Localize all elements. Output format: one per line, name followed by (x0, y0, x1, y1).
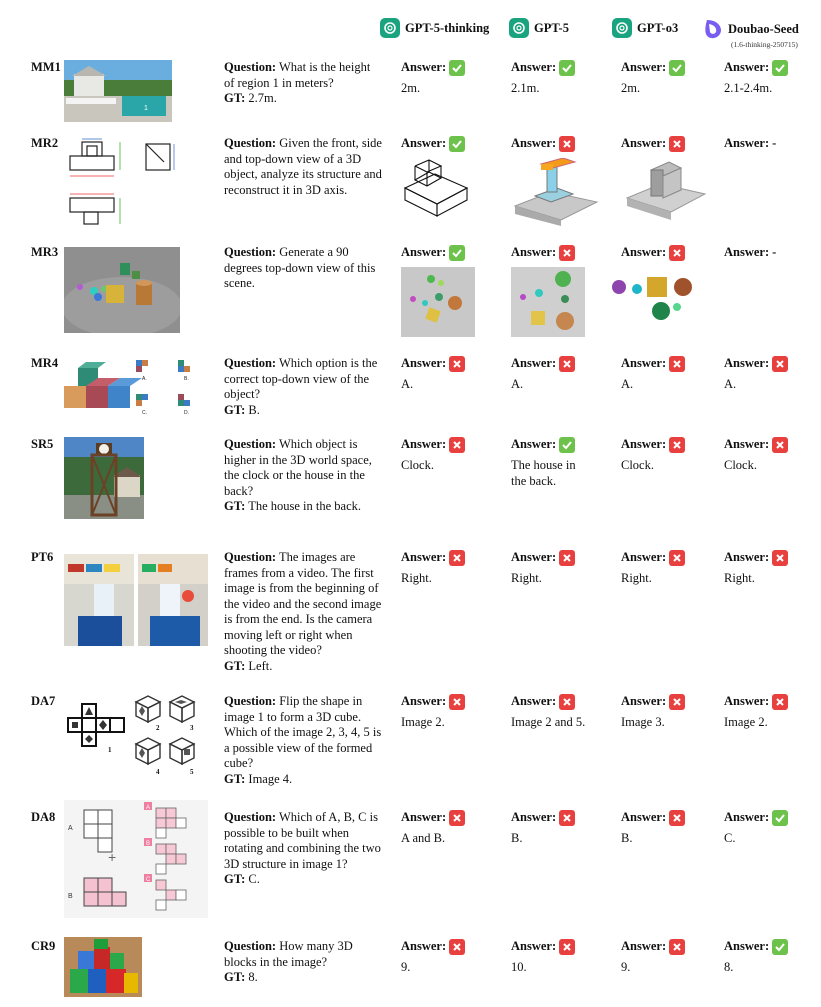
answer-gpt5-thinking: Answer: Image 2. (401, 694, 501, 731)
answer-doubao: Answer: Image 2. (724, 694, 821, 731)
cross-icon (559, 694, 575, 710)
row-id: MR4 (31, 356, 59, 370)
mr3-scene-render (64, 247, 180, 333)
answer-gpt-o3: Answer: Clock. (621, 437, 721, 474)
option-a-label: A. (142, 376, 147, 382)
cross-icon (669, 810, 685, 826)
check-icon (449, 60, 465, 76)
model-gpt5-thinking: GPT-5-thinking (380, 18, 489, 38)
pt6-video-frames (64, 554, 208, 646)
option-d-label: D. (184, 410, 189, 416)
answer-doubao: Answer: 2.1-2.4m. (724, 60, 821, 97)
question-text: Question: Given the front, side and top-down view of a 3D object, analyze its structure and reconstruct it in 3D axis. (224, 136, 382, 197)
cross-icon (772, 550, 788, 566)
row-id: CR9 (31, 939, 56, 953)
cross-icon (669, 550, 685, 566)
image-3-label: 3 (190, 724, 194, 732)
cross-icon (669, 694, 685, 710)
cross-icon (669, 939, 685, 955)
answer-gpt-o3: Answer: A. (621, 356, 721, 393)
question-text: Question: Which option is the correct top-down view of the object? GT: B. (224, 356, 378, 417)
cross-icon (772, 437, 788, 453)
answer-gpt5-thinking: Answer: Right. (401, 550, 501, 587)
answer-gpt-o3: Answer: Image 3. (621, 694, 721, 731)
question-text: Question: Which object is higher in the 3D world space, the clock or the house in the back? GT: The house in the back. (224, 437, 372, 513)
cross-icon (559, 245, 575, 261)
answer-gpt-o3: Answer: 9. (621, 939, 721, 976)
row-id: SR5 (31, 437, 54, 451)
da7-cube-net-figure (64, 694, 200, 778)
cross-icon (559, 810, 575, 826)
3d-plot-result (621, 158, 711, 226)
model-gpt5: GPT-5 (509, 18, 569, 38)
topdown-render-result (401, 267, 475, 337)
answer-doubao: Answer: A. (724, 356, 821, 393)
structure-a-label: A (68, 825, 73, 832)
structure-b-label: B (68, 893, 73, 900)
answer-doubao: Answer: C. (724, 810, 821, 847)
gpt-logo-icon (380, 18, 400, 38)
cross-icon (559, 939, 575, 955)
answer-gpt5-thinking: Answer: 2m. (401, 60, 501, 97)
answer-doubao: Answer: Clock. (724, 437, 821, 474)
question-text: Question: Flip the shape in image 1 to form a 3D cube. Which of the image 2, 3, 4, 5 is a possible view of the formed cube? GT: Image 4. (224, 694, 382, 786)
mm1-photo (64, 60, 172, 122)
gpt-logo-icon (612, 18, 632, 38)
answer-gpt5: Answer: Image 2 and 5. (511, 694, 586, 729)
sr5-clocktower-photo (64, 437, 144, 519)
cross-icon (449, 550, 465, 566)
mr2-orthographic-views (64, 136, 184, 231)
cross-icon (669, 245, 685, 261)
row-id: DA7 (31, 694, 56, 708)
cross-icon (559, 136, 575, 152)
doubao-logo-icon (703, 18, 723, 40)
check-icon (449, 245, 465, 261)
option-c-tag: C (146, 877, 151, 883)
cross-icon (449, 810, 465, 826)
answer-gpt5-thinking: Answer: (401, 245, 475, 342)
cross-icon (559, 356, 575, 372)
check-icon (559, 437, 575, 453)
answer-gpt5-thinking: Answer: Clock. (401, 437, 501, 474)
answer-gpt5: Answer: (511, 136, 601, 231)
answer-doubao: Answer: Right. (724, 550, 821, 587)
cross-icon (772, 356, 788, 372)
3d-plot-result (511, 158, 601, 226)
svg-text:+: + (108, 849, 117, 865)
option-b-label: B. (184, 376, 189, 382)
check-icon (772, 939, 788, 955)
cross-icon (669, 356, 685, 372)
row-id: MR2 (31, 136, 59, 150)
image-5-label: 5 (190, 768, 194, 776)
row-id: MR3 (31, 245, 59, 259)
cross-icon (449, 356, 465, 372)
row-id: MM1 (31, 60, 61, 74)
check-icon (559, 60, 575, 76)
answer-gpt5: Answer: A. (511, 356, 611, 393)
answer-gpt5: Answer: B. (511, 810, 611, 847)
check-icon (449, 136, 465, 152)
answer-gpt-o3: Answer: (611, 245, 701, 332)
model-doubao: Doubao-Seed (703, 18, 799, 40)
answer-doubao: Answer: - (724, 136, 777, 150)
image-1-label: 1 (108, 746, 112, 754)
answer-gpt5-thinking: Answer: A. (401, 356, 501, 393)
question-text: Question: The images are frames from a video. The first image is from the beginning of the video and the second image is from the end. Is the camera moving left or right when shooting the video? GT: Left. (224, 550, 382, 673)
answer-gpt5: Answer: The house in the back. (511, 437, 576, 488)
answer-gpt5-thinking: Answer: (401, 136, 471, 225)
doubao-version: (1.6-thinking-250715) (731, 40, 798, 49)
cross-icon (449, 437, 465, 453)
question-text: Question: How many 3D blocks in the image? GT: 8. (224, 939, 353, 984)
cross-icon (559, 550, 575, 566)
option-b-tag: B (146, 841, 151, 847)
row-id: PT6 (31, 550, 54, 564)
cross-icon (669, 136, 685, 152)
mr4-blocks-figure (64, 350, 208, 428)
answer-gpt-o3: Answer: 2m. (621, 60, 721, 97)
check-icon (772, 60, 788, 76)
da8-block-structures-figure (64, 800, 208, 918)
option-a-tag: A (146, 805, 151, 811)
question-text: Question: Generate a 90 degrees top-down view of this scene. (224, 245, 376, 290)
cross-icon (449, 694, 465, 710)
cross-icon (449, 939, 465, 955)
check-icon (772, 810, 788, 826)
check-icon (669, 60, 685, 76)
answer-gpt5: Answer: 10. (511, 939, 611, 976)
3d-wireframe-result (401, 158, 471, 220)
answer-gpt-o3: Answer: (621, 136, 711, 231)
answer-gpt-o3: Answer: B. (621, 810, 721, 847)
question-text: Question: What is the height of region 1 in meters? GT: 2.7m. (224, 60, 371, 105)
option-c-label: C. (142, 410, 147, 416)
answer-gpt-o3: Answer: Right. (621, 550, 721, 587)
model-gpt-o3: GPT-o3 (612, 18, 678, 38)
answer-gpt5: Answer: 2.1m. (511, 60, 611, 97)
model-header (0, 0, 821, 56)
gpt-logo-icon (509, 18, 529, 38)
answer-gpt5: Answer: (511, 245, 585, 342)
cross-icon (669, 437, 685, 453)
answer-doubao: Answer: - (724, 245, 777, 259)
answer-gpt5: Answer: Right. (511, 550, 611, 587)
image-4-label: 4 (156, 768, 160, 776)
cross-icon (772, 694, 788, 710)
region-1-label: 1 (144, 105, 148, 112)
answer-gpt5-thinking: Answer: A and B. (401, 810, 501, 847)
row-id: DA8 (31, 810, 56, 824)
image-2-label: 2 (156, 724, 160, 732)
answer-gpt5-thinking: Answer: 9. (401, 939, 501, 976)
topdown-render-result (511, 267, 585, 337)
question-text: Question: Which of A, B, C is possible to be built when rotating and combining the two 3D structure in image 1? GT: C. (224, 810, 381, 886)
topdown-render-result (611, 267, 701, 327)
answer-doubao: Answer: 8. (724, 939, 821, 976)
cr9-blocks-photo (64, 937, 142, 997)
